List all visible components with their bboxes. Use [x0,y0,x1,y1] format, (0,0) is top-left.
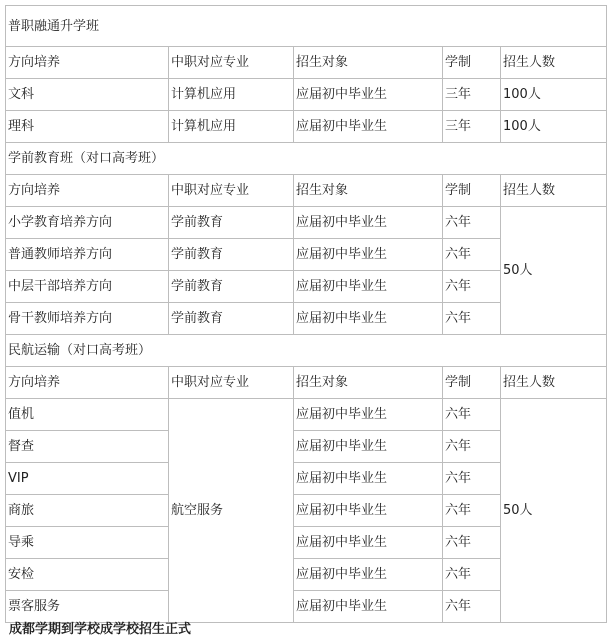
cell-duration: 六年 [443,559,501,591]
section-title: 学前教育班（对口高考班） [6,143,607,175]
cell-duration: 三年 [443,79,501,111]
cell-major: 学前教育 [169,303,294,335]
header-direction: 方向培养 [6,175,169,207]
cell-duration: 六年 [443,303,501,335]
cell-direction: VIP [6,463,169,495]
table-row [6,79,607,111]
section-title: 民航运输（对口高考班） [6,335,607,367]
cell-target: 应届初中毕业生 [294,431,443,463]
header-count: 招生人数 [501,47,607,79]
cell-duration: 六年 [443,431,501,463]
cell-direction: 小学教育培养方向 [6,207,169,239]
header-count: 招生人数 [501,175,607,207]
cell-duration: 六年 [443,495,501,527]
cell-count: 100人 [501,111,607,143]
header-major: 中职对应专业 [169,175,294,207]
cell-target: 应届初中毕业生 [294,527,443,559]
cell-target: 应届初中毕业生 [294,303,443,335]
table-row [6,399,607,431]
cell-target: 应届初中毕业生 [294,559,443,591]
cell-direction: 骨干教师培养方向 [6,303,169,335]
header-duration: 学制 [443,47,501,79]
header-direction: 方向培养 [6,47,169,79]
cell-duration: 六年 [443,591,501,623]
header-major: 中职对应专业 [169,47,294,79]
header-row [6,175,607,207]
table-row [6,207,607,239]
header-target: 招生对象 [294,175,443,207]
cell-direction: 普通教师培养方向 [6,239,169,271]
header-direction: 方向培养 [6,367,169,399]
cell-target: 应届初中毕业生 [294,271,443,303]
header-duration: 学制 [443,367,501,399]
cell-target: 应届初中毕业生 [294,207,443,239]
cell-direction: 安检 [6,559,169,591]
section-title-row [6,6,607,47]
cell-major-merged: 航空服务 [169,399,294,623]
cell-direction: 值机 [6,399,169,431]
cell-target: 应届初中毕业生 [294,111,443,143]
section-title: 普职融通升学班 [6,6,607,47]
footer-text: 成都学期到学校成学校招生正式 [9,622,192,637]
cell-major: 学前教育 [169,239,294,271]
cell-count: 100人 [501,79,607,111]
header-major: 中职对应专业 [169,367,294,399]
cell-major: 学前教育 [169,271,294,303]
cell-direction: 督查 [6,431,169,463]
header-row [6,47,607,79]
cell-duration: 六年 [443,239,501,271]
cell-target: 应届初中毕业生 [294,463,443,495]
cell-count-merged: 50人 [501,399,607,623]
header-count: 招生人数 [501,367,607,399]
cell-direction: 文科 [6,79,169,111]
cell-duration: 六年 [443,271,501,303]
cell-major: 计算机应用 [169,79,294,111]
enrollment-table [5,5,607,623]
footer-text-clipped [9,622,269,637]
cell-duration: 六年 [443,463,501,495]
cell-target: 应届初中毕业生 [294,495,443,527]
cell-direction: 中层干部培养方向 [6,271,169,303]
header-target: 招生对象 [294,367,443,399]
header-duration: 学制 [443,175,501,207]
cell-major: 学前教育 [169,207,294,239]
section-title-row [6,335,607,367]
cell-major: 计算机应用 [169,111,294,143]
cell-duration: 六年 [443,399,501,431]
cell-target: 应届初中毕业生 [294,239,443,271]
cell-target: 应届初中毕业生 [294,591,443,623]
cell-count-merged: 50人 [501,207,607,335]
cell-duration: 六年 [443,207,501,239]
cell-direction: 理科 [6,111,169,143]
header-target: 招生对象 [294,47,443,79]
cell-direction: 票客服务 [6,591,169,623]
section-title-row [6,143,607,175]
cell-target: 应届初中毕业生 [294,399,443,431]
cell-direction: 导乘 [6,527,169,559]
header-row [6,367,607,399]
cell-target: 应届初中毕业生 [294,79,443,111]
cell-direction: 商旅 [6,495,169,527]
cell-duration: 六年 [443,527,501,559]
cell-duration: 三年 [443,111,501,143]
table-row [6,111,607,143]
